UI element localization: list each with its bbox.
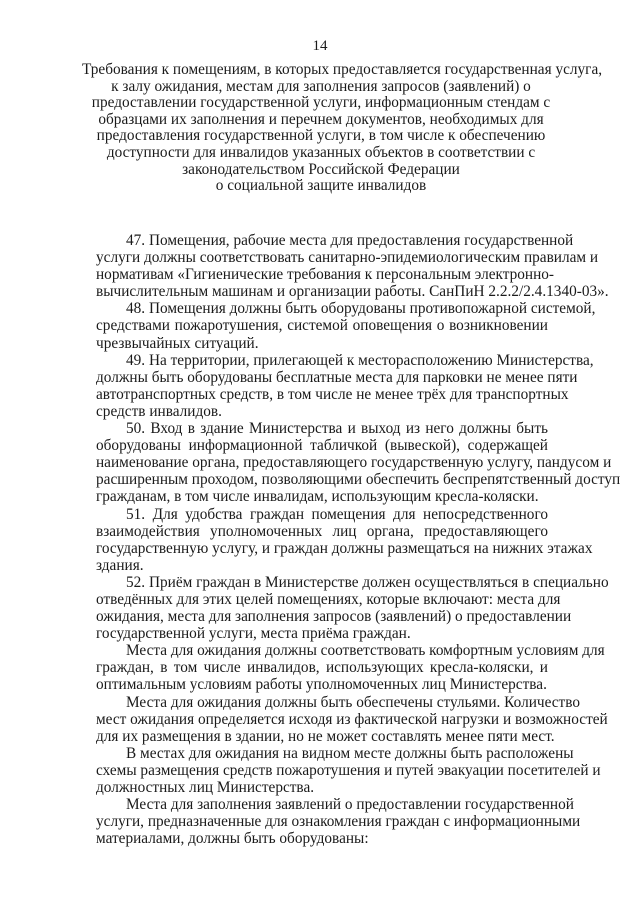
page-number: 14 — [312, 38, 328, 54]
paragraph-line: наименование органа, предоставляющего государственную услугу, пандусом и — [96, 454, 612, 472]
paragraph-line: нормативам «Гигиенические требования к персональным электронно- — [96, 266, 555, 284]
paragraph-line: вычислительным машинам и организации работы. СанПиН 2.2.2/2.4.1340-03». — [96, 283, 609, 301]
paragraph-line: отведённых для этих целей помещениях, которые включают: места для — [96, 590, 561, 608]
paragraph-line: средств инвалидов. — [96, 402, 222, 420]
paragraph-line: оборудованы информационной табличкой (вывеской), содержащей — [96, 437, 548, 455]
body-text — [96, 232, 621, 848]
paragraph-line: гражданам, в том числе инвалидам, использующим кресла-коляски. — [96, 488, 539, 506]
heading-line: Требования к помещениям, в которых предоставляется государственная услуга, — [82, 61, 603, 78]
paragraph-line: В местах для ожидания на видном месте должны быть расположены — [126, 744, 574, 762]
paragraph-line: ожидания, места для заполнения запросов (заявлений) о предоставлении — [96, 608, 572, 626]
heading-line: образцами их заполнения и перечнем документов, необходимых для — [98, 110, 544, 128]
paragraph-line: автотранспортных средств, в том числе не менее трёх для транспортных — [96, 385, 569, 403]
paragraph-line: оптимальным условиям работы уполномоченных лиц Министерства. — [96, 676, 547, 694]
paragraph — [96, 300, 596, 352]
paragraph-line: взаимодействия уполномоченных лиц органа, предоставляющего — [96, 522, 548, 540]
paragraph — [96, 573, 609, 643]
paragraph-line: услуги должны соответствовать санитарно-эпидемиологическим правилам и — [96, 249, 599, 267]
paragraph-line: 49. На территории, прилегающей к месторасположению Министерства, — [126, 351, 594, 369]
paragraph — [96, 744, 601, 796]
paragraph-line: материалами, должны быть оборудованы: — [96, 830, 369, 848]
paragraph-line: 47. Помещения, рабочие места для предоставления государственной — [126, 232, 574, 249]
heading-line: доступности для инвалидов указанных объектов в соответствии с — [106, 143, 536, 161]
paragraph — [96, 232, 609, 301]
paragraph-line: средствами пожаротушения, системой оповещения о возникновении — [96, 317, 548, 335]
paragraph-line: схемы размещения средств пожаротушения и путей эвакуации посетителей и — [96, 761, 601, 779]
paragraph-line: 51. Для удобства граждан помещения для непосредственного — [126, 505, 548, 523]
paragraph-line: Места для ожидания должны соответствовать комфортным условиям для — [126, 642, 605, 660]
paragraph-line: граждан, в том числе инвалидов, использующих кресла-коляски, и — [96, 659, 548, 677]
paragraph-line: 48. Помещения должны быть оборудованы противопожарной системой, — [126, 300, 596, 318]
paragraph-line: Места для ожидания должны быть обеспечены стульями. Количество — [126, 693, 580, 711]
paragraph-line: мест ожидания определяется исходя из фактической нагрузки и возможностей — [96, 710, 608, 728]
paragraph-line: должностных лиц Министерства. — [96, 779, 315, 796]
heading-line: предоставлении государственной услуги, информационным стендам с — [91, 94, 551, 112]
paragraph-line: 50. Вход в здание Министерства и выход из него должны быть — [126, 420, 548, 438]
paragraph-line: государственную услугу, и граждан должны размещаться на нижних этажах — [96, 539, 593, 557]
paragraph-line: 52. Приём граждан в Министерстве должен осуществляться в специально — [126, 573, 609, 591]
paragraph — [96, 505, 593, 574]
paragraph — [96, 693, 608, 745]
paragraph-line: услуги, предназначенные для ознакомления граждан с информационными — [96, 813, 581, 831]
paragraph-line: Места для заполнения заявлений о предоставлении государственной — [126, 796, 574, 814]
paragraph — [96, 796, 581, 848]
paragraph-line: расширенным проходом, позволяющими обеспечить беспрепятственный доступ — [96, 471, 621, 489]
paragraph-line: должны быть оборудованы бесплатные места для парковки не менее пяти — [96, 368, 578, 386]
heading-line: предоставления государственной услуги, в том числе к обеспечению — [96, 127, 546, 145]
paragraph — [96, 420, 621, 506]
paragraph-line: чрезвычайных ситуаций. — [96, 334, 259, 352]
paragraph — [96, 351, 594, 420]
section-heading — [82, 61, 603, 195]
paragraph-line: здания. — [96, 556, 144, 574]
heading-line: о социальной защите инвалидов — [215, 177, 427, 195]
paragraph — [96, 642, 605, 694]
heading-line: законодательством Российской Федерации — [182, 160, 460, 178]
paragraph-line: государственной услуги, места приёма граждан. — [96, 625, 411, 643]
paragraph-line: для их размещения в здании, но не может составлять менее пяти мест. — [96, 727, 555, 745]
heading-line: к залу ожидания, местам для заполнения запросов (заявлений) о — [111, 77, 531, 95]
